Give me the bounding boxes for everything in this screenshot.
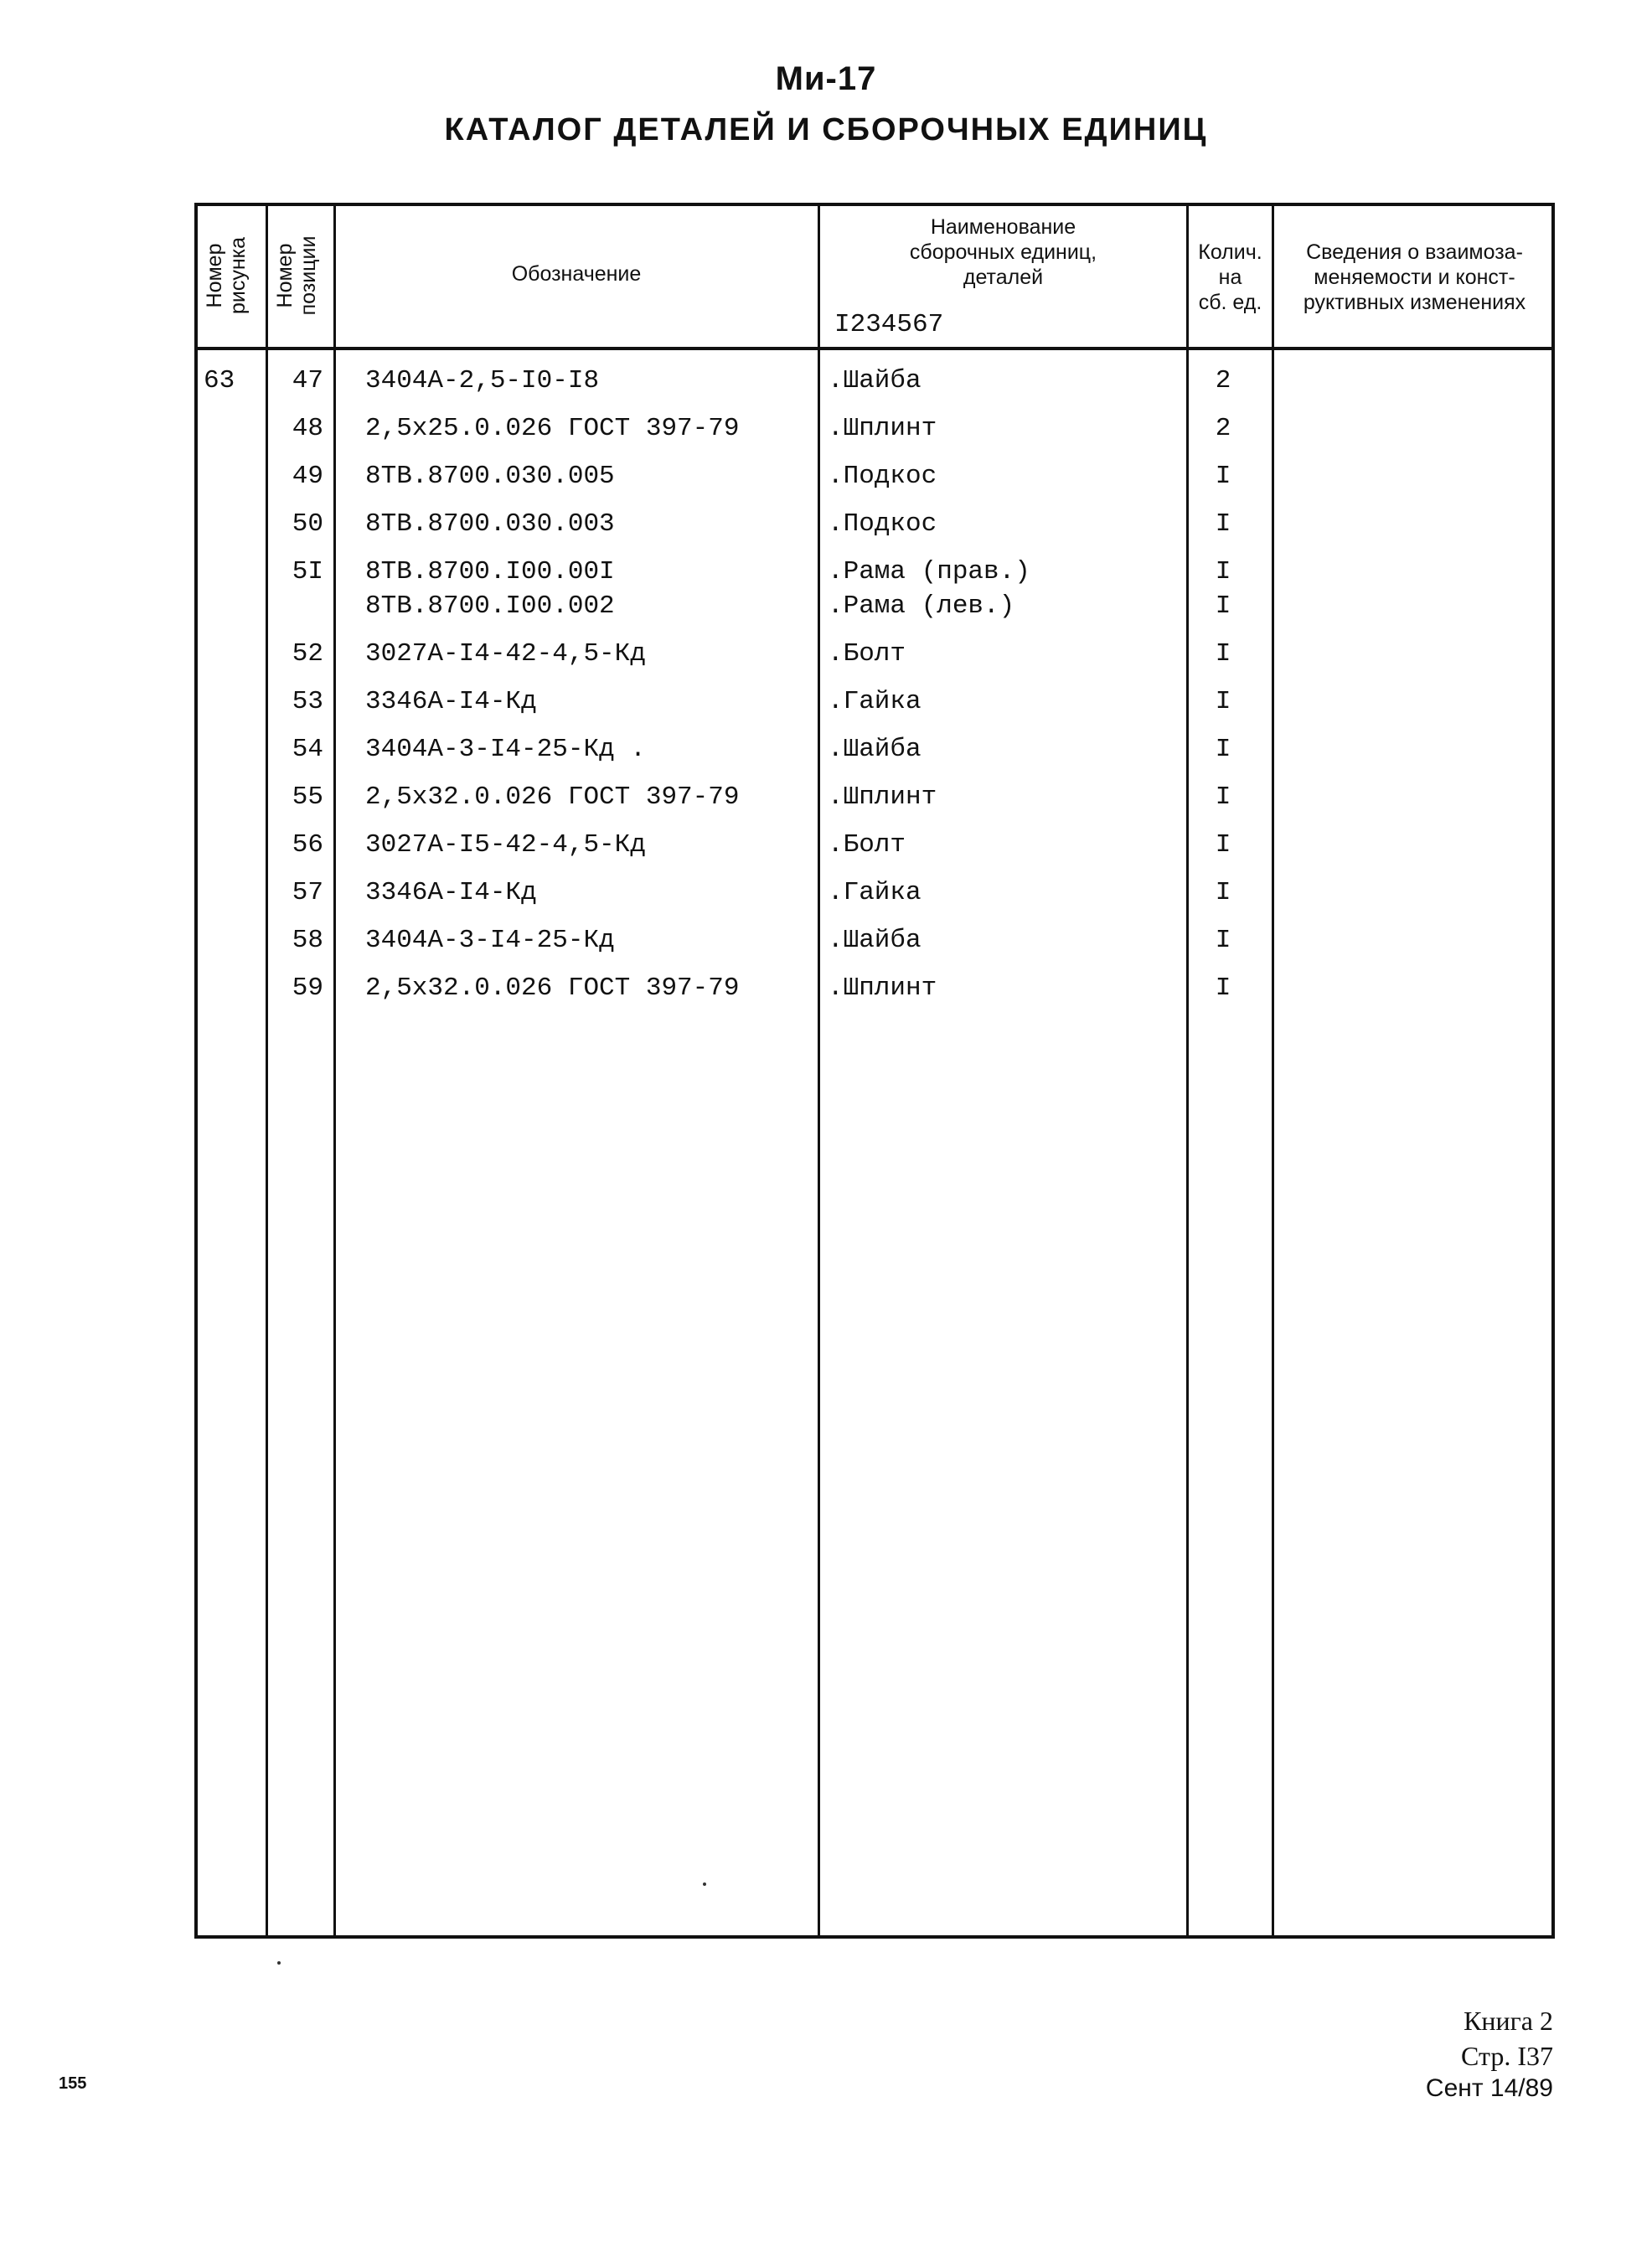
part-name: .Рама (лев.) — [828, 591, 1015, 621]
header-name-scale: I234567 — [834, 310, 944, 339]
header-position-no: Номер позиции — [273, 235, 320, 316]
header-figure-no: Номер рисунка — [203, 236, 250, 315]
part-name: .Шайба — [828, 926, 922, 955]
part-name: .Шплинт — [828, 414, 937, 443]
part-designation: 3346A-I4-Кд — [365, 878, 537, 907]
part-name: .Рама (прав.) — [828, 557, 1030, 586]
part-designation: 8ТВ.8700.I00.002 — [365, 591, 615, 621]
part-quantity: I — [1215, 735, 1231, 764]
position-number: 5I — [292, 557, 323, 586]
part-name: .Болт — [828, 830, 906, 860]
header-qty: Колич. на сб. ед. — [1198, 240, 1262, 314]
part-designation: 3027A-I4-42-4,5-Кд — [365, 639, 646, 669]
footer-page: Стр. I37 — [1461, 2041, 1553, 2071]
position-number: 48 — [292, 414, 323, 443]
sheet-number: 155 — [59, 2074, 87, 2093]
header-designation: Обозначение — [511, 262, 642, 286]
column-divider — [266, 203, 268, 1939]
position-number: 59 — [292, 973, 323, 1003]
part-designation: 8ТВ.8700.I00.00I — [365, 557, 615, 586]
header-divider — [194, 347, 1555, 350]
part-name: .Шайба — [828, 735, 922, 764]
part-designation: 3404A-3-I4-25-Кд . — [365, 735, 646, 764]
part-designation: 3027A-I5-42-4,5-Кд — [365, 830, 646, 860]
part-name: .Подкос — [828, 509, 937, 539]
part-designation: 8ТВ.8700.030.003 — [365, 509, 615, 539]
column-divider — [1272, 203, 1274, 1939]
position-number: 54 — [292, 735, 323, 764]
header-interchange: Сведения о взаимоза- меняемости и конст- руктивных изменениях — [1303, 240, 1526, 314]
part-quantity: I — [1215, 687, 1231, 716]
part-name: .Подкос — [828, 462, 937, 491]
part-designation: 3346A-I4-Кд — [365, 687, 537, 716]
position-number: 53 — [292, 687, 323, 716]
part-name: .Шплинт — [828, 782, 937, 812]
part-name: .Гайка — [828, 878, 922, 907]
part-quantity: I — [1215, 591, 1231, 621]
position-number: 49 — [292, 462, 323, 491]
footer-book: Книга 2 — [1464, 2006, 1553, 2036]
part-designation: 3404A-3-I4-25-Кд — [365, 926, 615, 955]
part-quantity: I — [1215, 830, 1231, 860]
position-number: 52 — [292, 639, 323, 669]
position-number: 56 — [292, 830, 323, 860]
part-name: .Болт — [828, 639, 906, 669]
scan-speck — [703, 1882, 706, 1886]
part-quantity: I — [1215, 462, 1231, 491]
position-number: 55 — [292, 782, 323, 812]
part-quantity: I — [1215, 557, 1231, 586]
part-quantity: I — [1215, 782, 1231, 812]
part-name: .Шплинт — [828, 973, 937, 1003]
position-number: 50 — [292, 509, 323, 539]
header-name: Наименование сборочных единиц, деталей — [909, 215, 1097, 289]
figure-number: 63 — [204, 366, 235, 395]
column-divider — [333, 203, 336, 1939]
column-divider — [818, 203, 820, 1939]
part-quantity: I — [1215, 509, 1231, 539]
part-quantity: I — [1215, 878, 1231, 907]
column-divider — [1186, 203, 1189, 1939]
part-designation: 2,5х25.0.026 ГОСТ 397-79 — [365, 414, 740, 443]
part-quantity: 2 — [1215, 366, 1231, 395]
part-name: .Шайба — [828, 366, 922, 395]
part-designation: 3404A-2,5-I0-I8 — [365, 366, 600, 395]
part-name: .Гайка — [828, 687, 922, 716]
part-designation: 2,5х32.0.026 ГОСТ 397-79 — [365, 782, 740, 812]
part-quantity: 2 — [1215, 414, 1231, 443]
part-designation: 2,5х32.0.026 ГОСТ 397-79 — [365, 973, 740, 1003]
part-quantity: I — [1215, 926, 1231, 955]
part-designation: 8ТВ.8700.030.005 — [365, 462, 615, 491]
part-quantity: I — [1215, 973, 1231, 1003]
position-number: 57 — [292, 878, 323, 907]
part-quantity: I — [1215, 639, 1231, 669]
aircraft-title: Ми-17 — [775, 60, 877, 97]
footer-date: Сент 14/89 — [1425, 2074, 1553, 2102]
catalog-title: КАТАЛОГ ДЕТАЛЕЙ И СБОРОЧНЫХ ЕДИНИЦ — [444, 112, 1208, 147]
position-number: 58 — [292, 926, 323, 955]
scan-speck — [277, 1961, 281, 1965]
position-number: 47 — [292, 366, 323, 395]
